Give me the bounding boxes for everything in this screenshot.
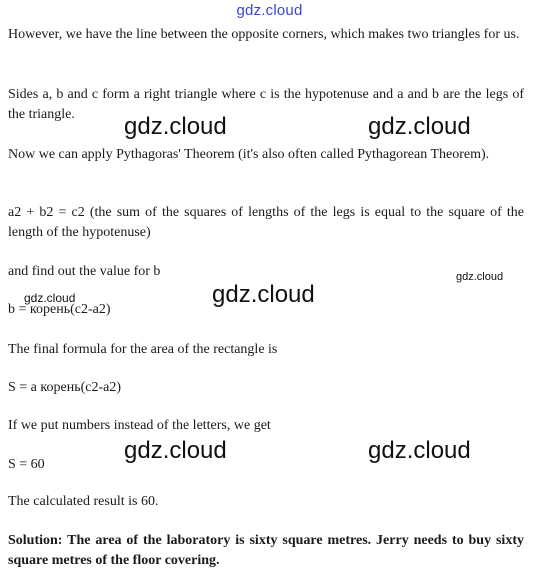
watermark-left-top: gdz.cloud	[124, 113, 227, 140]
formula-b: b = корень(c2-a2)	[8, 302, 111, 317]
paragraph-pythagoras: Now we can apply Pythagoras' Theorem (it's also often called Pythagorean Theorem).	[8, 147, 490, 162]
watermark-small-right: gdz.cloud	[456, 271, 504, 283]
watermark-center: gdz.cloud	[212, 281, 315, 308]
paragraph-triangles: However, we have the line between the opposite corners, which makes two triangles for us.	[8, 27, 520, 42]
formula-area: S = a корень(c2-a2)	[8, 380, 121, 395]
header-watermark: gdz.cloud	[236, 2, 303, 19]
watermark-small-left: gdz.cloud	[24, 291, 76, 305]
watermark-right-bottom: gdz.cloud	[368, 437, 471, 464]
paragraph-final-formula: The final formula for the area of the rectangle is	[8, 342, 278, 357]
solution-paragraph: Solution: The area of the laboratory is sixty square metres. Jerry needs to buy sixty square metres of the floor covering.	[8, 533, 524, 568]
formula-result: S = 60	[8, 457, 45, 472]
watermark-left-bottom: gdz.cloud	[124, 437, 227, 464]
paragraph-right-triangle: Sides a, b and c form a right triangle where c is the hypotenuse and a and b are the legs of the triangle.	[8, 87, 524, 122]
paragraph-calculated: The calculated result is 60.	[8, 494, 159, 509]
paragraph-equation: a2 + b2 = c2 (the sum of the squares of lengths of the legs is equal to the square of the length of the hypotenuse)	[8, 205, 524, 240]
watermark-right-top: gdz.cloud	[368, 113, 471, 140]
paragraph-find-b: and find out the value for b	[8, 264, 161, 279]
paragraph-substitute: If we put numbers instead of the letters, we get	[8, 418, 271, 433]
